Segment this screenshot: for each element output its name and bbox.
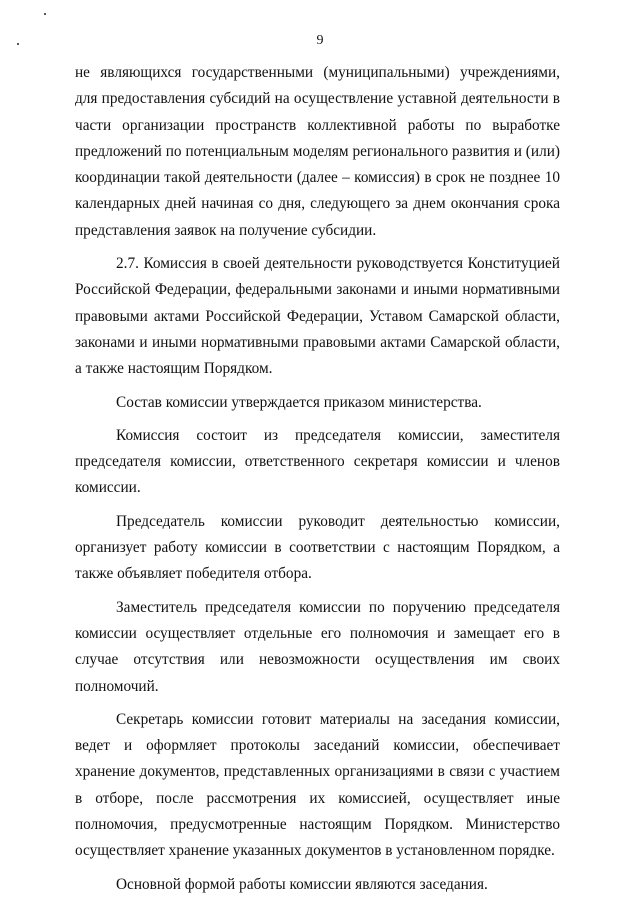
paragraph-gap (75, 244, 560, 251)
paragraph-gap (75, 700, 560, 707)
paragraph-meetings: Основной формой работы комиссии являются заседания. (116, 875, 488, 893)
paragraph-continuation: не являющихся государственными (муниципальными) учреждениями, для предоставления субсидий на осуществление уставной деятельности в части организации пространств коллективной работы по выработке предложений по потенциальным моделям регионального развития и (или) координации такой деятельности (далее – комиссия) в срок не позднее 10 календарных дней начиная со дня, следующего за днем окончания срока представления заявок на получение субсидии. (75, 64, 560, 239)
paragraph-gap (75, 865, 560, 872)
paragraph-secretary: Секретарь комиссии готовит материалы на заседания комиссии, ведет и оформляет протоколы заседаний комиссии, обеспечивает хранение документов, представленных организациями в связи с участием в отборе, после рассмотрения их комиссией, осуществляет иные полномочия, предусмотренные настоящим Порядком. Министерство осуществляет хранение указанных документов в установленном порядке. (75, 710, 560, 860)
paragraph-gap (75, 588, 560, 595)
page-number: 9 (316, 33, 324, 48)
paragraph-gap (75, 416, 560, 423)
paragraph-commission-composition: Состав комиссии утверждается приказом министерства. (116, 393, 482, 411)
paragraph-commission-members: Комиссия состоит из председателя комиссии, заместителя председателя комиссии, ответственного секретаря комиссии и членов комиссии. (75, 426, 560, 497)
document-body (75, 60, 560, 898)
paragraph-deputy-chairman: Заместитель председателя комиссии по поручению председателя комиссии осуществляет отдельные его полномочия и замещает его в случае отсутствия или невозможности осуществления им своих полномочий. (75, 598, 560, 695)
paragraph-gap (75, 383, 560, 390)
scan-dot (44, 13, 46, 15)
paragraph-2-7: 2.7. Комиссия в своей деятельности руководствуется Конституцией Российской Федерации, федеральными законами и иными нормативными правовыми актами Российской Федерации, Уставом Самарской области, законами и иными нормативными правовыми актами Самарской области, а также настоящим Порядком. (75, 255, 560, 378)
paragraph-chairman: Председатель комиссии руководит деятельностью комиссии, организует работу комиссии в соответствии с настоящим Порядком, а также объявляет победителя отбора. (75, 512, 560, 583)
paragraph-gap (75, 502, 560, 509)
